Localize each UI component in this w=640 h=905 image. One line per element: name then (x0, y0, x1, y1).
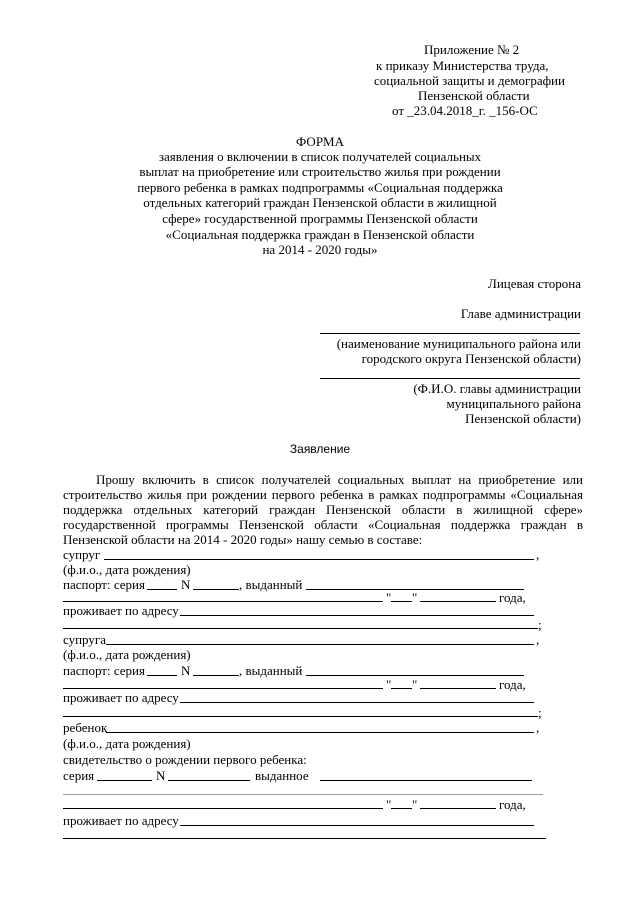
spouse-f-n: N (181, 663, 191, 678)
child-comma: , (536, 720, 540, 735)
appendix-line-4: Пензенской области (418, 88, 530, 103)
spouse-f-hint: (ф.и.о., дата рождения) (63, 647, 191, 662)
form-heading-line-5: сфере» государственной программы Пензенской области (162, 211, 478, 226)
municipality-name-line[interactable] (320, 333, 580, 334)
form-heading-line-2: выплат на приобретение или строительство жилья при рождении (139, 164, 501, 179)
child-name-field[interactable] (106, 732, 534, 733)
spouse-f-address-field-2[interactable] (63, 716, 538, 717)
spouse-m-quote-open: " (386, 590, 392, 605)
spouse-m-day-field[interactable] (391, 601, 412, 602)
child-hint: (ф.и.о., дата рождения) (63, 736, 191, 751)
spouse-m-n: N (181, 577, 191, 592)
spouse-f-issuer-field-2[interactable] (63, 688, 383, 689)
statement-line-1: Прошу включить в список получателей социальных выплат на приобретение или (96, 472, 583, 487)
cert-number-field[interactable] (168, 780, 250, 781)
cert-issuer-field-2[interactable] (63, 794, 543, 795)
spouse-m-issuer-field-2[interactable] (63, 601, 383, 602)
child-label: ребенок (63, 720, 108, 735)
spouse-f-address-label: проживает по адресу (63, 690, 179, 705)
spouse-f-passport-label: паспорт: серия (63, 663, 145, 678)
spouse-m-passport-label: паспорт: серия (63, 577, 145, 592)
child-address-field[interactable] (180, 825, 534, 826)
addressee-head: Главе администрации (460, 306, 581, 321)
appendix-line-1: Приложение № 2 (424, 42, 520, 57)
child-address-label: проживает по адресу (63, 813, 179, 828)
spouse-f-issued-label: , выданный (239, 663, 303, 678)
child-address-field-2[interactable] (63, 838, 546, 839)
form-heading-line-1: заявления о включении в список получателей социальных (158, 149, 482, 164)
spouse-m-year-label: года, (499, 590, 526, 605)
spouse-m-address-field[interactable] (180, 615, 534, 616)
spouse-f-day-field[interactable] (391, 688, 412, 689)
spouse-m-comma: , (536, 547, 540, 562)
appendix-line-2: к приказу Министерства труда, (376, 58, 549, 73)
cert-quote-open: " (386, 797, 392, 812)
spouse-m-quote-close: " (412, 590, 418, 605)
statement-line-3: поддержка отдельных категорий граждан Пензенской области в жилищной сфере» (63, 502, 583, 517)
spouse-m-label: супруг (63, 547, 101, 562)
cert-n: N (156, 768, 166, 783)
head-hint-3: Пензенской области) (465, 411, 581, 426)
spouse-f-name-field[interactable] (106, 644, 534, 645)
spouse-f-issuer-field[interactable] (306, 675, 524, 676)
spouse-f-month-field[interactable] (420, 688, 496, 689)
form-heading-line-3: первого ребенка в рамках подпрограммы «Социальная поддержка (137, 180, 503, 195)
spouse-m-hint: (ф.и.о., дата рождения) (63, 562, 191, 577)
statement-title: Заявление (289, 442, 351, 456)
spouse-m-semicolon: ; (538, 617, 542, 632)
cert-series-field[interactable] (97, 780, 152, 781)
municipality-hint-1: (наименование муниципального района или (336, 336, 581, 351)
cert-day-field[interactable] (391, 808, 412, 809)
form-title: ФОРМА (296, 134, 344, 149)
spouse-m-name-field[interactable] (104, 559, 534, 560)
cert-year-label: года, (499, 797, 526, 812)
birth-cert-label: свидетельство о рождении первого ребенка: (63, 752, 307, 767)
form-heading-line-4: отдельных категорий граждан Пензенской области в жилищной (143, 195, 497, 210)
spouse-f-series-field[interactable] (147, 675, 177, 676)
spouse-m-number-field[interactable] (193, 589, 239, 590)
side-label: Лицевая сторона (488, 276, 581, 291)
municipality-hint-2: городского округа Пензенской области) (361, 351, 581, 366)
spouse-f-label: супруга (63, 632, 106, 647)
spouse-m-address-label: проживает по адресу (63, 603, 179, 618)
cert-series-label: серия (63, 768, 95, 783)
spouse-f-address-field[interactable] (180, 702, 534, 703)
spouse-m-address-field-2[interactable] (63, 628, 538, 629)
cert-issuer-field[interactable] (320, 780, 532, 781)
spouse-m-month-field[interactable] (420, 601, 496, 602)
cert-month-field[interactable] (420, 808, 496, 809)
statement-line-5: Пензенской области на 2014 - 2020 годы» нашу семью в составе: (63, 532, 423, 547)
spouse-f-number-field[interactable] (193, 675, 239, 676)
spouse-f-year-label: года, (499, 677, 526, 692)
appendix-line-5: от _23.04.2018_г. _156-ОС (392, 103, 538, 118)
cert-issued-label: выданное (255, 768, 309, 783)
statement-line-4: государственной программы Пензенской области «Социальная поддержка граждан в (63, 517, 583, 532)
spouse-f-quote-open: " (386, 677, 392, 692)
head-hint-2: муниципального района (446, 396, 581, 411)
form-heading-line-7: на 2014 - 2020 годы» (262, 242, 378, 257)
head-hint-1: (Ф.И.О. главы администрации (413, 381, 581, 396)
spouse-f-quote-close: " (412, 677, 418, 692)
cert-issuer-field-3[interactable] (63, 808, 383, 809)
head-name-line[interactable] (320, 378, 580, 379)
spouse-m-issued-label: , выданный (239, 577, 303, 592)
spouse-f-comma: , (536, 632, 540, 647)
spouse-m-series-field[interactable] (147, 589, 177, 590)
spouse-f-semicolon: ; (538, 705, 542, 720)
form-heading-line-6: «Социальная поддержка граждан в Пензенской области (165, 227, 475, 242)
cert-quote-close: " (412, 797, 418, 812)
appendix-line-3: социальной защиты и демографии (374, 73, 565, 88)
statement-line-2: строительство жилья при рождении первого ребенка в рамках подпрограммы «Социальная (63, 487, 583, 502)
